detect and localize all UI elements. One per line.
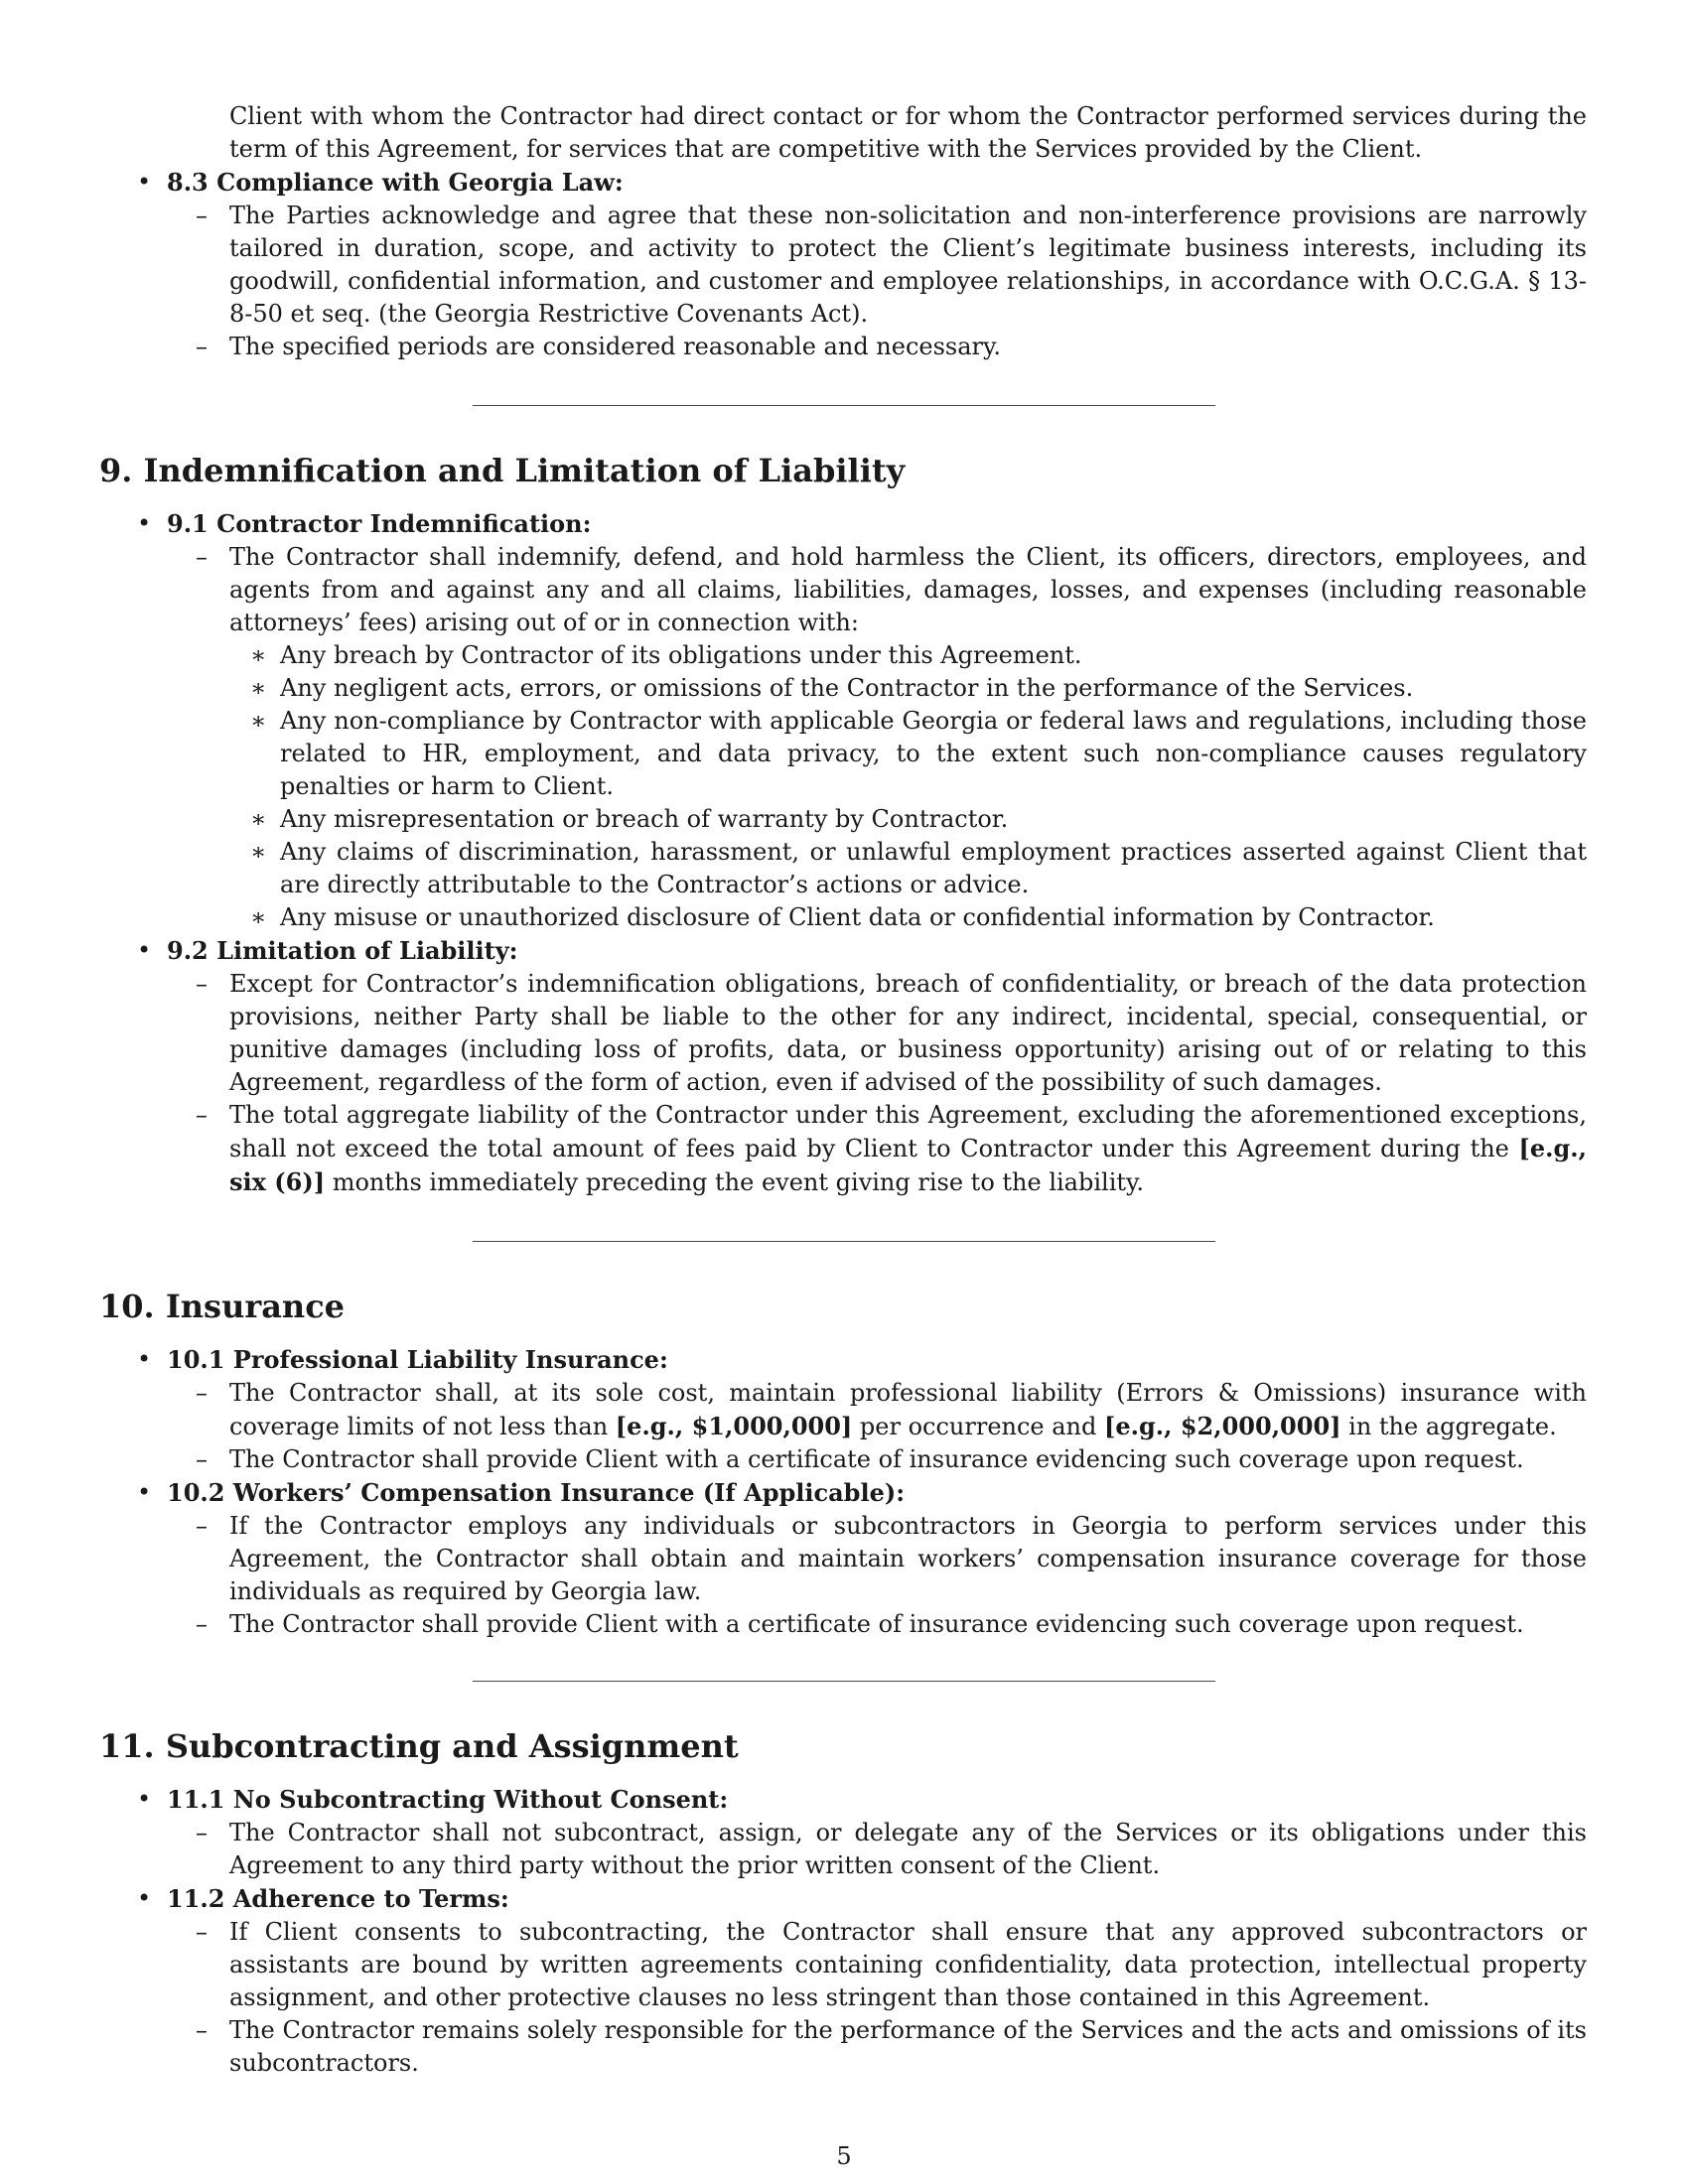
clause-9-1-intro — [196, 541, 1587, 639]
clause-title: 11.2 Adherence to Terms: — [167, 1884, 509, 1913]
clause-title: 9.2 Limitation of Liability: — [167, 936, 518, 965]
clause-text: The total aggregate liability of the Contractor under this Agreement, excluding the aforementioned exceptions, shall not exceed the total amount of fees paid by Client to Contractor under this Agreement during the — [229, 1101, 1587, 1162]
clause-11-2-item — [196, 1916, 1587, 2014]
dash-marker: – — [196, 2016, 208, 2044]
subitem-text: Any non-compliance by Contractor with applicable Georgia or federal laws and regulations, including those related to HR, employment, and data privacy, to the extent such non-compliance causes regulatory penalties or harm to Client. — [280, 707, 1587, 800]
dash-marker: – — [196, 202, 208, 229]
clause-text: The Parties acknowledge and agree that these non-solicitation and non-interference provisions are narrowly tailored in duration, scope, and activity to protect the Client’s legitimate business interests, including its goodwill, confidential information, and customer and employee relationships, in accordance with O.C.G.A. § 13-8-50 et seq. (the Georgia Restrictive Covenants Act). — [229, 202, 1587, 328]
indemnity-subitem — [250, 639, 1587, 672]
star-marker: ∗ — [250, 805, 267, 833]
clause-10-1-item — [196, 1377, 1587, 1443]
clause-text: in the aggregate. — [1340, 1413, 1557, 1440]
section-9-body — [0, 507, 1688, 1199]
subitem-text: Any negligent acts, errors, or omissions of the Contractor in the performance of the Services. — [280, 674, 1414, 702]
dash-marker: – — [196, 1819, 208, 1846]
indemnity-subitem — [250, 705, 1587, 803]
clause-title: 11.1 No Subcontracting Without Consent: — [167, 1785, 729, 1814]
indemnity-subitem — [250, 901, 1587, 934]
indemnity-subitem — [250, 803, 1587, 836]
clause-text: The specified periods are considered reasonable and necessary. — [229, 333, 1002, 360]
dash-marker: – — [196, 970, 208, 998]
dash-marker: – — [196, 1610, 208, 1638]
subitem-text: Any misrepresentation or breach of warranty by Contractor. — [280, 805, 1009, 833]
bullet-marker: • — [137, 1884, 152, 1912]
section-8-continuation — [0, 100, 1688, 363]
clause-text: The Contractor remains solely responsible for the performance of the Services and the acts and omissions of its subcontractors. — [229, 2016, 1587, 2077]
clause-10-2-item — [196, 1608, 1587, 1641]
subitem-text: Any misuse or unauthorized disclosure of Client data or confidential information by Contractor. — [280, 903, 1435, 931]
bullet-marker: • — [137, 168, 152, 196]
clause-11-1 — [137, 1783, 1587, 1817]
clause-10-1-item — [196, 1443, 1587, 1476]
dash-marker: – — [196, 1101, 208, 1129]
dash-marker: – — [196, 333, 208, 360]
dash-marker: – — [196, 1445, 208, 1473]
indemnity-subitem — [250, 672, 1587, 705]
dash-marker: – — [196, 1379, 208, 1407]
indemnity-subitem — [250, 836, 1587, 901]
clause-8-3-item — [196, 200, 1587, 331]
clause-8-3-item — [196, 331, 1587, 363]
clause-8-3 — [137, 166, 1587, 200]
placeholder-amount: [e.g., $2,000,000] — [1104, 1412, 1341, 1440]
clause-9-1 — [137, 507, 1587, 541]
section-11-body — [0, 1783, 1688, 2080]
section-10-body — [0, 1343, 1688, 1641]
dash-marker: – — [196, 1918, 208, 1946]
star-marker: ∗ — [250, 674, 267, 702]
clause-9-2-item — [196, 968, 1587, 1099]
clause-text: If Client consents to subcontracting, the Contractor shall ensure that any approved subcontractors or assistants are bound by written agreements containing confidentiality, data protection, intellectual property assignment, and other protective clauses no less stringent than those contained in this Agreement. — [229, 1918, 1587, 2011]
clause-9-2 — [137, 934, 1587, 968]
section-divider — [473, 405, 1215, 406]
bullet-marker: • — [137, 1345, 152, 1373]
dash-marker: – — [196, 543, 208, 571]
clause-text: Except for Contractor’s indemnification obligations, breach of confidentiality, or breach of the data protection provisions, neither Party shall be liable to the other for any indirect, incidental, special, consequential, or punitive damages (including loss of profits, data, or business opportunity) arising out of or relating to this Agreement, regardless of the form of action, even if advised of the possibility of such damages. — [229, 970, 1587, 1096]
dash-marker: – — [196, 1512, 208, 1540]
subitem-text: Any breach by Contractor of its obligations under this Agreement. — [280, 641, 1082, 669]
clause-11-2-item — [196, 2014, 1587, 2080]
star-marker: ∗ — [250, 838, 267, 866]
section-divider — [473, 1681, 1215, 1682]
clause-11-1-item — [196, 1817, 1587, 1882]
page-number: 5 — [836, 2142, 852, 2170]
clause-text: months immediately preceding the event giving rise to the liability. — [325, 1168, 1145, 1196]
clause-11-2 — [137, 1882, 1587, 1916]
placeholder-months: [e.g., six (6)] — [229, 1134, 1587, 1196]
clause-title: 8.3 Compliance with Georgia Law: — [167, 168, 624, 197]
clause-10-1 — [137, 1343, 1587, 1377]
section-heading-10: 10. Insurance — [99, 1288, 346, 1325]
placeholder-amount: [e.g., $1,000,000] — [615, 1412, 853, 1440]
clause-title: 10.1 Professional Liability Insurance: — [167, 1345, 668, 1374]
bullet-marker: • — [137, 1478, 152, 1506]
section-divider — [473, 1241, 1215, 1242]
bullet-marker: • — [137, 509, 152, 537]
star-marker: ∗ — [250, 641, 267, 669]
clause-10-2 — [137, 1476, 1587, 1510]
clause-text: The Contractor shall provide Client with a certificate of insurance evidencing such coverage upon request. — [229, 1445, 1524, 1473]
clause-text: If the Contractor employs any individuals or subcontractors in Georgia to perform services under this Agreement, the Contractor shall obtain and maintain workers’ compensation insurance coverage for those individuals as required by Georgia law. — [229, 1512, 1587, 1605]
clause-text: The Contractor shall provide Client with a certificate of insurance evidencing such coverage upon request. — [229, 1610, 1524, 1638]
section-heading-11: 11. Subcontracting and Assignment — [99, 1727, 739, 1765]
clause-10-2-item — [196, 1510, 1587, 1608]
subitem-text: Any claims of discrimination, harassment, or unlawful employment practices asserted against Client that are directly attributable to the Contractor’s actions or advice. — [280, 838, 1587, 898]
section-heading-9: 9. Indemnification and Limitation of Liability — [99, 452, 906, 489]
clause-title: 10.2 Workers’ Compensation Insurance (If Applicable): — [167, 1478, 906, 1507]
star-marker: ∗ — [250, 903, 267, 931]
clause-9-2-item — [196, 1099, 1587, 1199]
clause-text: The Contractor shall indemnify, defend, and hold harmless the Client, its officers, directors, employees, and agents from and against any and all claims, liabilities, damages, losses, and expenses (including reasonable attorneys’ fees) arising out of or in connection with: — [229, 543, 1587, 636]
clause-text: The Contractor shall not subcontract, assign, or delegate any of the Services or its obligations under this Agreement to any third party without the prior written consent of the Client. — [229, 1819, 1587, 1879]
clause-title: 9.1 Contractor Indemnification: — [167, 509, 592, 538]
star-marker: ∗ — [250, 707, 267, 735]
bullet-marker: • — [137, 936, 152, 964]
clause-text: The Contractor shall, at its sole cost, maintain professional liability (Errors & Omissions) insurance with coverage limits of not less than — [229, 1379, 1587, 1440]
clause-text: per occurrence and — [852, 1413, 1105, 1440]
bullet-marker: • — [137, 1785, 152, 1813]
continuation-paragraph: Client with whom the Contractor had direct contact or for whom the Contractor performed services during the term of this Agreement, for services that are competitive with the Services provided by the Client. — [229, 102, 1587, 163]
